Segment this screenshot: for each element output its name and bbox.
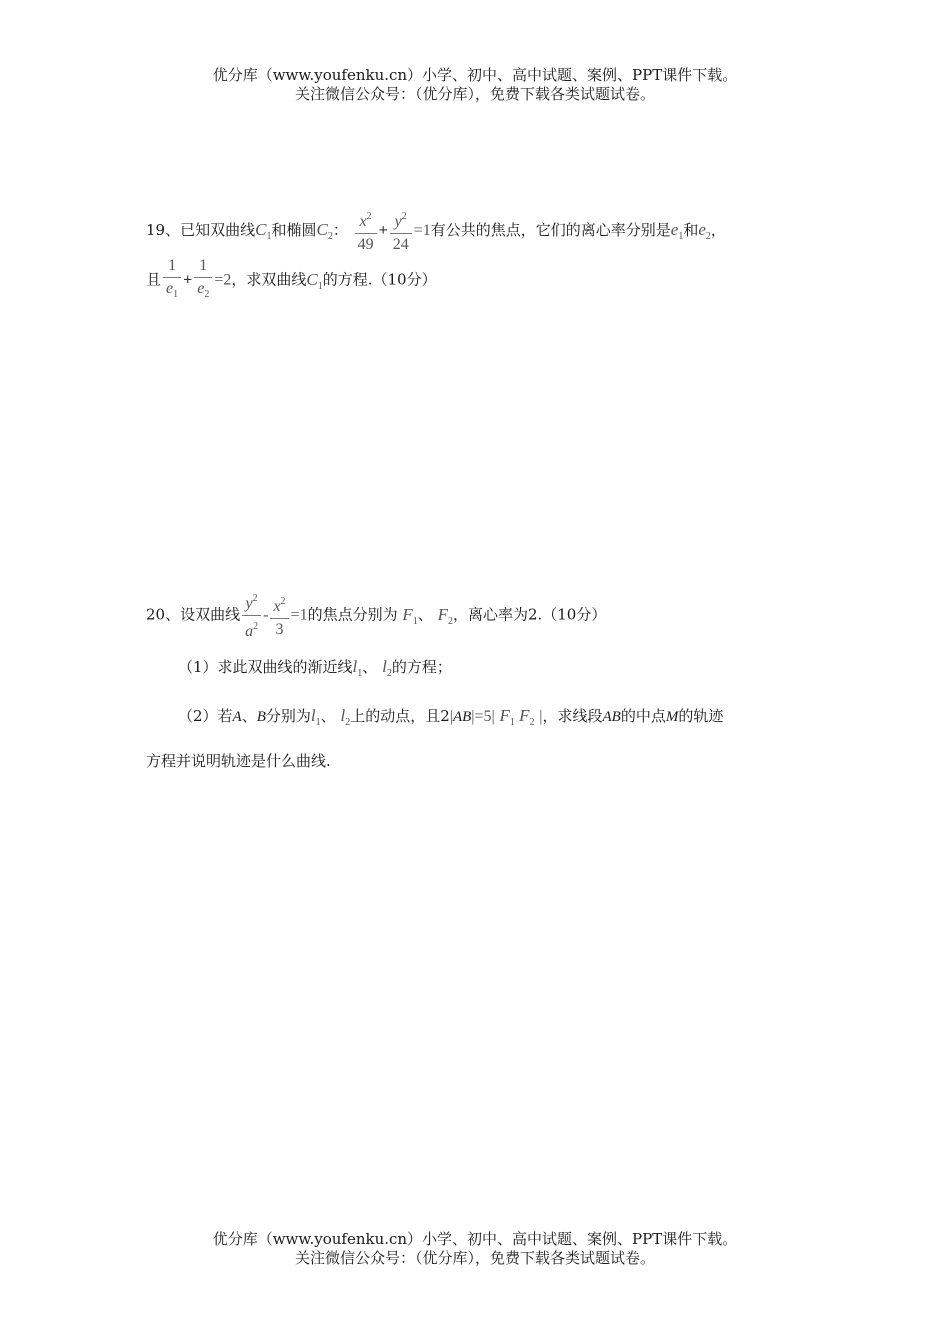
question-20-part-2-line-2	[146, 750, 331, 771]
text: 且	[146, 270, 162, 289]
point-b: B	[256, 709, 266, 725]
equation-rhs: =2	[214, 271, 232, 289]
question-19-line-2	[146, 255, 437, 306]
text: 设双曲线	[180, 605, 241, 624]
segment-ab: AB	[452, 709, 472, 725]
math-symbol: $C_1$	[255, 220, 272, 242]
text: 的方程.（10分）	[322, 270, 437, 289]
banner-line-1: 优分库（www.youfenku.cn）小学、初中、高中试题、案例、PPT课件下载。	[212, 1230, 738, 1248]
banner-line-2: 关注微信公众号：（优分库），免费下载各类试题试卷。	[294, 1249, 655, 1267]
fraction-1-e1: $\frac{1}{e_1}$	[163, 255, 181, 306]
text: 方程并说明轨迹是什么曲线.	[146, 752, 331, 770]
math-symbol: $e_1$	[670, 220, 684, 242]
fraction-x2-3: $\frac{x^2}{3}$	[270, 591, 288, 641]
text: （2）若	[178, 707, 233, 725]
point-a: A	[232, 709, 242, 725]
text: 的方程；	[391, 658, 452, 676]
math-symbol: $l_1$	[310, 706, 321, 728]
fraction-y2-a2: $\frac{y^2}{a^2}$	[242, 588, 261, 643]
text: 和椭圆	[271, 221, 317, 239]
fraction-y2-24: $\frac{y^2}{24}$	[390, 206, 412, 256]
question-20-line-1	[146, 588, 606, 643]
math-symbol: $F_1$	[402, 604, 418, 627]
text: 的焦点分别为	[307, 605, 398, 624]
question-20-part-1	[178, 656, 452, 679]
math-symbol: $l_2$	[382, 657, 392, 679]
minus-sign: -	[263, 606, 269, 624]
text: ，离心率为2.（10分）	[452, 605, 607, 624]
question-19-line-1	[146, 206, 726, 256]
text: 上的动点，且2	[350, 707, 450, 725]
text: ，	[710, 221, 726, 239]
text: 分别为	[265, 707, 311, 725]
math-symbol: $l_2$	[340, 706, 351, 728]
fraction-x2-49: $\frac{x^2}{49}$	[355, 206, 377, 256]
equation-rhs: =1	[413, 222, 431, 239]
text: ：	[332, 221, 348, 239]
text: 的中点	[620, 707, 666, 725]
math-symbol: $C_2$	[316, 220, 333, 242]
text: 已知双曲线	[180, 221, 256, 239]
banner-line-1: 优分库（www.youfenku.cn）小学、初中、高中试题、案例、PPT课件下载。	[212, 66, 738, 84]
question-20-part-2-line-1: （2）若A、B分别为$l_1$、 $l_2$上的动点，且2|AB|=5| $F_1$ $F_2$ |，求线段AB的中点M的轨迹	[178, 706, 724, 728]
segment-ab: AB	[602, 709, 621, 725]
math-symbol: $F_2$	[437, 604, 453, 627]
plus-sign: +	[183, 271, 193, 289]
text: ，求线段	[542, 707, 603, 725]
question-number: 19、	[146, 221, 181, 239]
text: （1）求此双曲线的渐近线	[178, 658, 353, 676]
footer-banner	[0, 1230, 950, 1268]
text: ，求双曲线	[231, 270, 307, 289]
header-banner	[0, 66, 950, 104]
text: 、	[417, 605, 433, 624]
math-symbol: $l_1$	[352, 657, 363, 679]
point-m: M	[665, 709, 679, 725]
text: 、	[362, 658, 378, 676]
math-symbol: $C_1$	[306, 269, 323, 292]
plus-sign: +	[378, 222, 388, 239]
text: 、	[320, 707, 336, 725]
fraction-1-e2: $\frac{1}{e_2}$	[194, 255, 212, 306]
banner-line-2: 关注微信公众号：（优分库），免费下载各类试题试卷。	[294, 85, 655, 103]
equation-rhs: =1	[290, 606, 308, 624]
math-symbol: $e_2$	[698, 220, 711, 242]
text: 的轨迹	[678, 707, 724, 725]
text: 有公共的焦点，它们的离心率分别是	[430, 221, 671, 239]
text: 和	[683, 221, 699, 239]
question-number: 20、	[146, 605, 181, 624]
math-symbol: $F_1$ $F_2$	[499, 706, 535, 728]
